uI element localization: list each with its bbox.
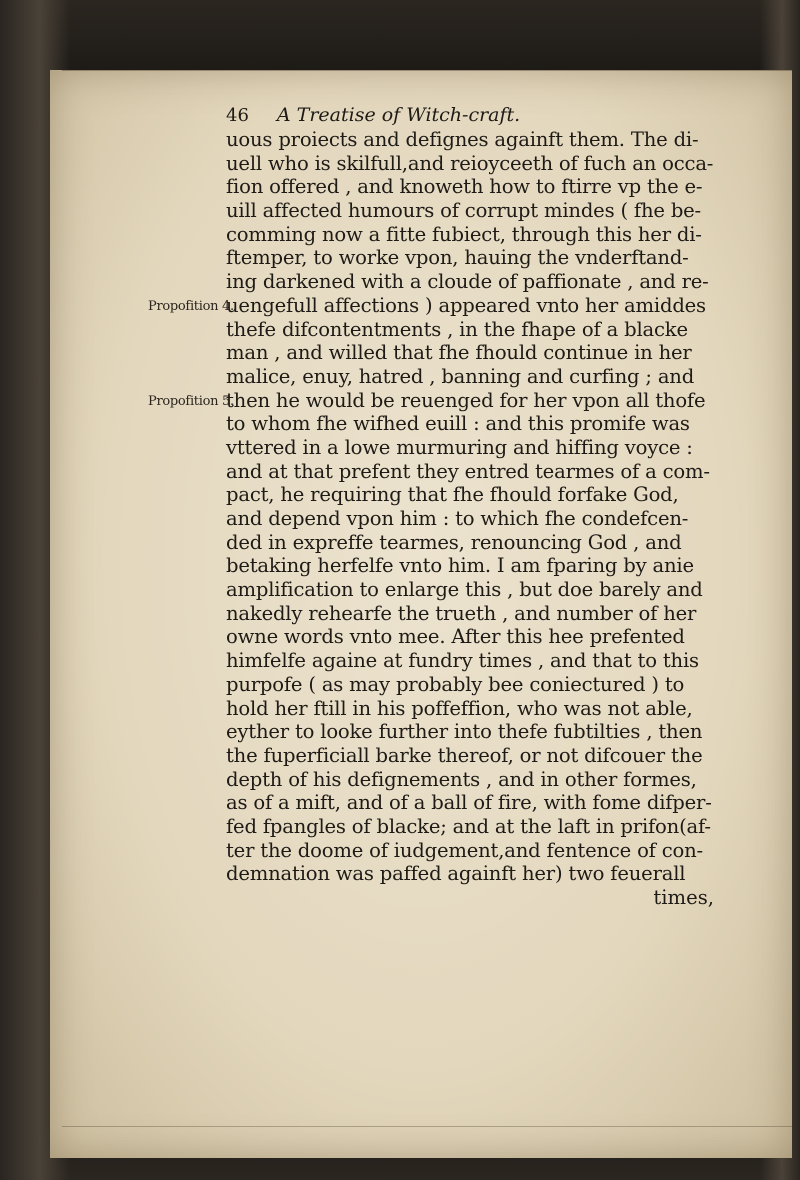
text-line: uill affected humours of corrupt mindes ( fhe be-: [226, 199, 701, 223]
text-line: pact, he requiring that fhe fhould forfake God,: [226, 483, 679, 507]
text-line: himfelfe againe at fundry times , and that to this: [226, 649, 699, 673]
text-line: and depend vpon him : to which fhe condefcen-: [226, 507, 689, 530]
text-line: ded in expreffe tearmes, renouncing God , and: [226, 530, 682, 554]
text-line: betaking herfelfe vnto him. I am fparing by anie: [226, 554, 694, 578]
running-title: A Treatise of Witch-craft.: [276, 104, 521, 126]
body-text: [226, 128, 774, 886]
text-line: purpofe ( as may probably bee coniectured ) to: [226, 672, 685, 696]
text-line: the fuperficiall barke thereof, or not difcouer the: [226, 743, 703, 767]
text-line: ter the doome of iudgement,and fentence of con-: [226, 838, 703, 862]
text-line: vttered in a lowe murmuring and hiffing voyce :: [226, 435, 693, 459]
text-line: amplification to enlarge this , but doe barely and: [226, 578, 703, 602]
text-line: uell who is skilfull,and reioyceeth of fuch an occa-: [226, 151, 714, 175]
text-line: uengefull affections ) appeared vnto her amiddes: [226, 293, 706, 317]
text-line: to whom fhe wifhed euill : and this promife was: [226, 412, 690, 436]
text-line: nakedly rehearfe the trueth , and number of her: [226, 601, 697, 625]
text-line: uous proiects and defignes againft them. The di-: [226, 128, 699, 151]
text-line: as of a mift, and of a ball of fire, with fome difper-: [226, 791, 712, 815]
margin-note: Propofition 4.: [148, 298, 234, 314]
text-line: malice, enuy, hatred , banning and curfing ; and: [226, 364, 695, 388]
text-line: fion offered , and knoweth how to ftirre vp the e-: [226, 175, 703, 199]
text-line: hold her ftill in his poffeffion, who was not able,: [226, 696, 693, 720]
text-line: owne words vnto mee. After this hee prefented: [226, 625, 685, 649]
text-line: demnation was paffed againft her) two feuerall: [226, 862, 686, 886]
text-line: and at that prefent they entred tearmes of a com-: [226, 459, 710, 483]
page-text-block: [226, 104, 774, 910]
text-line: ftemper, to worke vpon, hauing the vnderftand-: [226, 246, 689, 270]
margin-note: Propofition 5.: [148, 393, 234, 409]
text-line: comming now a fitte fubiect, through this her di-: [226, 222, 702, 246]
text-line: depth of his defignements , and in other formes,: [226, 767, 697, 791]
running-header: [226, 104, 774, 128]
page-number: 46: [226, 105, 249, 126]
text-line: man , and willed that fhe fhould continue in her: [226, 341, 692, 365]
page-edge-bottom: [62, 1126, 792, 1127]
text-line: fed fpangles of blacke; and at the laft in prifon(af-: [226, 814, 711, 838]
text-line: thefe difcontentments , in the fhape of a blacke: [226, 317, 688, 341]
catchword: times,: [653, 886, 714, 909]
text-line: ing darkened with a cloude of paffionate , and re-: [226, 270, 709, 294]
page-edge-top: [62, 70, 792, 71]
text-line: eyther to looke further into thefe fubtilties , then: [226, 720, 703, 744]
text-line: then he would be reuenged for her vpon all thofe: [226, 388, 706, 412]
